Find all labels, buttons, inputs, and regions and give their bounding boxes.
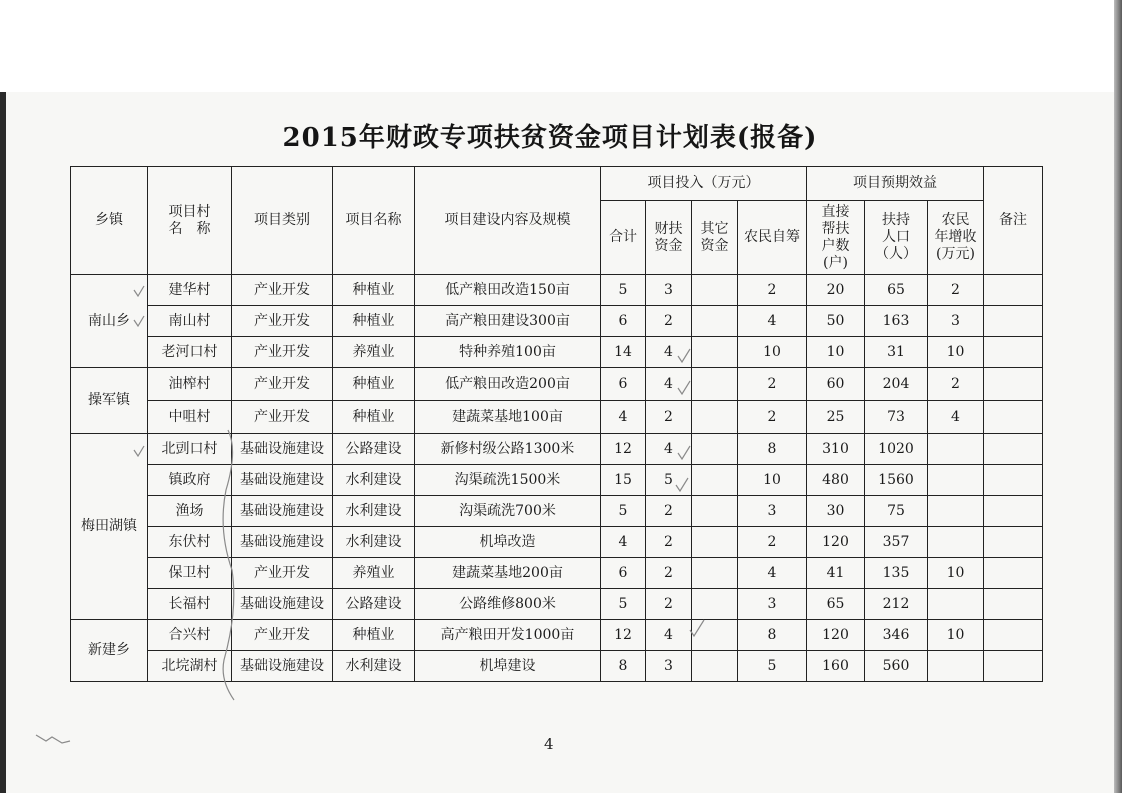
- table-row: [71, 275, 1043, 306]
- cell-village: 中咀村: [148, 401, 232, 434]
- header-village-line1: 项目村: [168, 203, 211, 220]
- cell-fiscal: 3: [646, 651, 692, 682]
- cell-farmer: 2: [738, 368, 807, 401]
- header-township: 乡镇: [71, 167, 148, 275]
- header-investment-group: 项目投入（万元）: [601, 167, 807, 201]
- header-income-line3: (万元): [936, 246, 975, 262]
- cell-population: 212: [865, 589, 928, 620]
- cell-content: 特种养殖100亩: [415, 337, 601, 368]
- header-households-line1: 直接: [821, 203, 850, 220]
- cell-other: [692, 558, 738, 589]
- cell-population: 560: [865, 651, 928, 682]
- township-cell: 新建乡: [71, 620, 148, 682]
- header-other-line2: 资金: [700, 237, 729, 254]
- cell-income: 10: [928, 337, 984, 368]
- cell-fiscal: 2: [646, 589, 692, 620]
- cell-population: 357: [865, 527, 928, 558]
- cell-households: 41: [807, 558, 865, 589]
- header-households-line2: 帮扶: [821, 220, 850, 237]
- cell-category: 基础设施建设: [232, 527, 333, 558]
- cell-fiscal: 3: [646, 275, 692, 306]
- table-row: [71, 496, 1043, 527]
- cell-fiscal: 2: [646, 496, 692, 527]
- cell-population: 204: [865, 368, 928, 401]
- cell-village: 长福村: [148, 589, 232, 620]
- cell-total: 5: [601, 275, 646, 306]
- table-row: [71, 620, 1043, 651]
- scan-edge-right: [1114, 0, 1122, 793]
- cell-income: 10: [928, 620, 984, 651]
- header-fiscal: [646, 201, 692, 275]
- cell-category: 基础设施建设: [232, 496, 333, 527]
- cell-content: 沟渠疏洗1500米: [415, 465, 601, 496]
- cell-farmer: 8: [738, 434, 807, 465]
- cell-village: 东伏村: [148, 527, 232, 558]
- header-population: [865, 201, 928, 275]
- cell-income: 3: [928, 306, 984, 337]
- cell-category: 产业开发: [232, 620, 333, 651]
- cell-total: 14: [601, 337, 646, 368]
- cell-project: 水利建设: [333, 527, 415, 558]
- cell-income: 10: [928, 558, 984, 589]
- cell-households: 10: [807, 337, 865, 368]
- cell-other: [692, 275, 738, 306]
- table-row: [71, 401, 1043, 434]
- cell-remark: [984, 527, 1043, 558]
- header-other-line1: 其它: [700, 220, 729, 237]
- page-number: 4: [544, 735, 554, 753]
- table-row: [71, 589, 1043, 620]
- cell-project: 种植业: [333, 401, 415, 434]
- cell-income: [928, 589, 984, 620]
- table-row: [71, 434, 1043, 465]
- cell-project: 水利建设: [333, 651, 415, 682]
- cell-households: 65: [807, 589, 865, 620]
- cell-households: 120: [807, 620, 865, 651]
- cell-population: 31: [865, 337, 928, 368]
- cell-farmer: 3: [738, 589, 807, 620]
- scan-edge-left: [0, 92, 6, 793]
- cell-remark: [984, 401, 1043, 434]
- table-row: [71, 368, 1043, 401]
- cell-other: [692, 368, 738, 401]
- header-village-line2: 名 称: [168, 220, 211, 237]
- header-remarks: 备注: [984, 167, 1043, 275]
- township-cell: 梅田湖镇: [71, 434, 148, 620]
- cell-farmer: 5: [738, 651, 807, 682]
- cell-households: 120: [807, 527, 865, 558]
- cell-other: [692, 589, 738, 620]
- cell-content: 高产粮田建设300亩: [415, 306, 601, 337]
- cell-content: 机埠建设: [415, 651, 601, 682]
- cell-population: 1020: [865, 434, 928, 465]
- cell-fiscal: 2: [646, 401, 692, 434]
- cell-remark: [984, 620, 1043, 651]
- cell-remark: [984, 275, 1043, 306]
- header-income: [928, 201, 984, 275]
- document-title: 2015年财政专项扶贫资金项目计划表(报备): [282, 123, 818, 153]
- cell-village: 渔场: [148, 496, 232, 527]
- cell-income: [928, 465, 984, 496]
- table-row: [71, 558, 1043, 589]
- header-benefit-group: 项目预期效益: [807, 167, 984, 201]
- cell-content: 建蔬菜基地100亩: [415, 401, 601, 434]
- cell-project: 种植业: [333, 368, 415, 401]
- cell-households: 310: [807, 434, 865, 465]
- cell-fiscal: 2: [646, 558, 692, 589]
- header-fiscal-line1: 财扶: [654, 220, 683, 237]
- header-content: 项目建设内容及规模: [415, 167, 601, 275]
- cell-total: 6: [601, 558, 646, 589]
- cell-farmer: 2: [738, 527, 807, 558]
- table-row: [71, 651, 1043, 682]
- cell-total: 5: [601, 589, 646, 620]
- cell-income: 4: [928, 401, 984, 434]
- cell-project: 种植业: [333, 620, 415, 651]
- cell-total: 4: [601, 401, 646, 434]
- cell-population: 75: [865, 496, 928, 527]
- cell-farmer: 3: [738, 496, 807, 527]
- header-households-line4: (户): [823, 254, 848, 271]
- cell-other: [692, 465, 738, 496]
- cell-population: 346: [865, 620, 928, 651]
- cell-category: 基础设施建设: [232, 434, 333, 465]
- cell-project: 养殖业: [333, 558, 415, 589]
- header-households: [807, 201, 865, 275]
- header-households-line3: 户数: [821, 237, 850, 254]
- cell-households: 480: [807, 465, 865, 496]
- cell-village: 合兴村: [148, 620, 232, 651]
- cell-category: 基础设施建设: [232, 589, 333, 620]
- header-project-name: 项目名称: [333, 167, 415, 275]
- table-row: [71, 337, 1043, 368]
- cell-other: [692, 651, 738, 682]
- cell-total: 12: [601, 620, 646, 651]
- cell-households: 60: [807, 368, 865, 401]
- cell-category: 产业开发: [232, 275, 333, 306]
- cell-total: 6: [601, 306, 646, 337]
- cell-income: [928, 496, 984, 527]
- header-other: [692, 201, 738, 275]
- cell-remark: [984, 337, 1043, 368]
- cell-project: 养殖业: [333, 337, 415, 368]
- cell-project: 水利建设: [333, 496, 415, 527]
- cell-population: 135: [865, 558, 928, 589]
- cell-fiscal: 5: [646, 465, 692, 496]
- cell-content: 沟渠疏洗700米: [415, 496, 601, 527]
- cell-other: [692, 306, 738, 337]
- cell-farmer: 4: [738, 558, 807, 589]
- cell-project: 水利建设: [333, 465, 415, 496]
- cell-farmer: 10: [738, 465, 807, 496]
- cell-other: [692, 620, 738, 651]
- cell-other: [692, 401, 738, 434]
- cell-village: 北剅口村: [148, 434, 232, 465]
- header-farmer: 农民自筹: [738, 201, 807, 275]
- cell-content: 高产粮田开发1000亩: [415, 620, 601, 651]
- header-population-line1: 扶持: [882, 212, 910, 228]
- cell-fiscal: 4: [646, 337, 692, 368]
- cell-households: 20: [807, 275, 865, 306]
- cell-category: 产业开发: [232, 337, 333, 368]
- cell-content: 低产粮田改造200亩: [415, 368, 601, 401]
- cell-village: 老河口村: [148, 337, 232, 368]
- project-plan-table: [70, 166, 1043, 682]
- header-fiscal-line2: 资金: [654, 237, 683, 254]
- cell-farmer: 2: [738, 401, 807, 434]
- cell-project: 种植业: [333, 275, 415, 306]
- cell-farmer: 4: [738, 306, 807, 337]
- table-row: [71, 527, 1043, 558]
- cell-project: 公路建设: [333, 434, 415, 465]
- cell-category: 产业开发: [232, 558, 333, 589]
- cell-village: 南山村: [148, 306, 232, 337]
- header-total: 合计: [601, 201, 646, 275]
- cell-income: 2: [928, 275, 984, 306]
- cell-remark: [984, 368, 1043, 401]
- cell-remark: [984, 465, 1043, 496]
- cell-content: 机埠改造: [415, 527, 601, 558]
- township-cell: 操军镇: [71, 368, 148, 434]
- cell-content: 低产粮田改造150亩: [415, 275, 601, 306]
- cell-fiscal: 4: [646, 368, 692, 401]
- cell-fiscal: 4: [646, 434, 692, 465]
- cell-other: [692, 337, 738, 368]
- cell-other: [692, 527, 738, 558]
- header-population-line2: 人口: [882, 229, 910, 245]
- cell-category: 基础设施建设: [232, 651, 333, 682]
- cell-remark: [984, 306, 1043, 337]
- cell-population: 65: [865, 275, 928, 306]
- header-category: 项目类别: [232, 167, 333, 275]
- cell-income: 2: [928, 368, 984, 401]
- cell-fiscal: 2: [646, 527, 692, 558]
- cell-village: 保卫村: [148, 558, 232, 589]
- cell-village: 建华村: [148, 275, 232, 306]
- cell-households: 30: [807, 496, 865, 527]
- scan-margin-top: [0, 0, 1122, 92]
- cell-other: [692, 496, 738, 527]
- cell-content: 建蔬菜基地200亩: [415, 558, 601, 589]
- cell-content: 新修村级公路1300米: [415, 434, 601, 465]
- cell-fiscal: 4: [646, 620, 692, 651]
- cell-total: 5: [601, 496, 646, 527]
- cell-village: 镇政府: [148, 465, 232, 496]
- cell-income: [928, 434, 984, 465]
- cell-income: [928, 651, 984, 682]
- table-row: [71, 465, 1043, 496]
- cell-population: 1560: [865, 465, 928, 496]
- cell-income: [928, 527, 984, 558]
- cell-village: 北垸湖村: [148, 651, 232, 682]
- cell-fiscal: 2: [646, 306, 692, 337]
- cell-total: 6: [601, 368, 646, 401]
- cell-category: 产业开发: [232, 401, 333, 434]
- cell-remark: [984, 589, 1043, 620]
- cell-total: 4: [601, 527, 646, 558]
- cell-households: 160: [807, 651, 865, 682]
- cell-farmer: 2: [738, 275, 807, 306]
- cell-population: 73: [865, 401, 928, 434]
- cell-farmer: 10: [738, 337, 807, 368]
- cell-category: 产业开发: [232, 368, 333, 401]
- cell-project: 种植业: [333, 306, 415, 337]
- cell-project: 公路建设: [333, 589, 415, 620]
- margin-mark: [36, 735, 70, 743]
- cell-population: 163: [865, 306, 928, 337]
- table-row: [71, 306, 1043, 337]
- cell-total: 15: [601, 465, 646, 496]
- header-income-line1: 农民: [941, 212, 970, 228]
- cell-category: 产业开发: [232, 306, 333, 337]
- cell-remark: [984, 496, 1043, 527]
- cell-total: 8: [601, 651, 646, 682]
- cell-remark: [984, 651, 1043, 682]
- cell-village: 油榨村: [148, 368, 232, 401]
- cell-farmer: 8: [738, 620, 807, 651]
- header-income-line2: 年增收: [934, 229, 977, 245]
- cell-content: 公路维修800米: [415, 589, 601, 620]
- cell-category: 基础设施建设: [232, 465, 333, 496]
- township-cell: 南山乡: [71, 275, 148, 368]
- cell-households: 50: [807, 306, 865, 337]
- cell-total: 12: [601, 434, 646, 465]
- cell-other: [692, 434, 738, 465]
- cell-remark: [984, 558, 1043, 589]
- header-population-line3: （人）: [875, 246, 917, 262]
- cell-households: 25: [807, 401, 865, 434]
- cell-remark: [984, 434, 1043, 465]
- header-village: [148, 167, 232, 275]
